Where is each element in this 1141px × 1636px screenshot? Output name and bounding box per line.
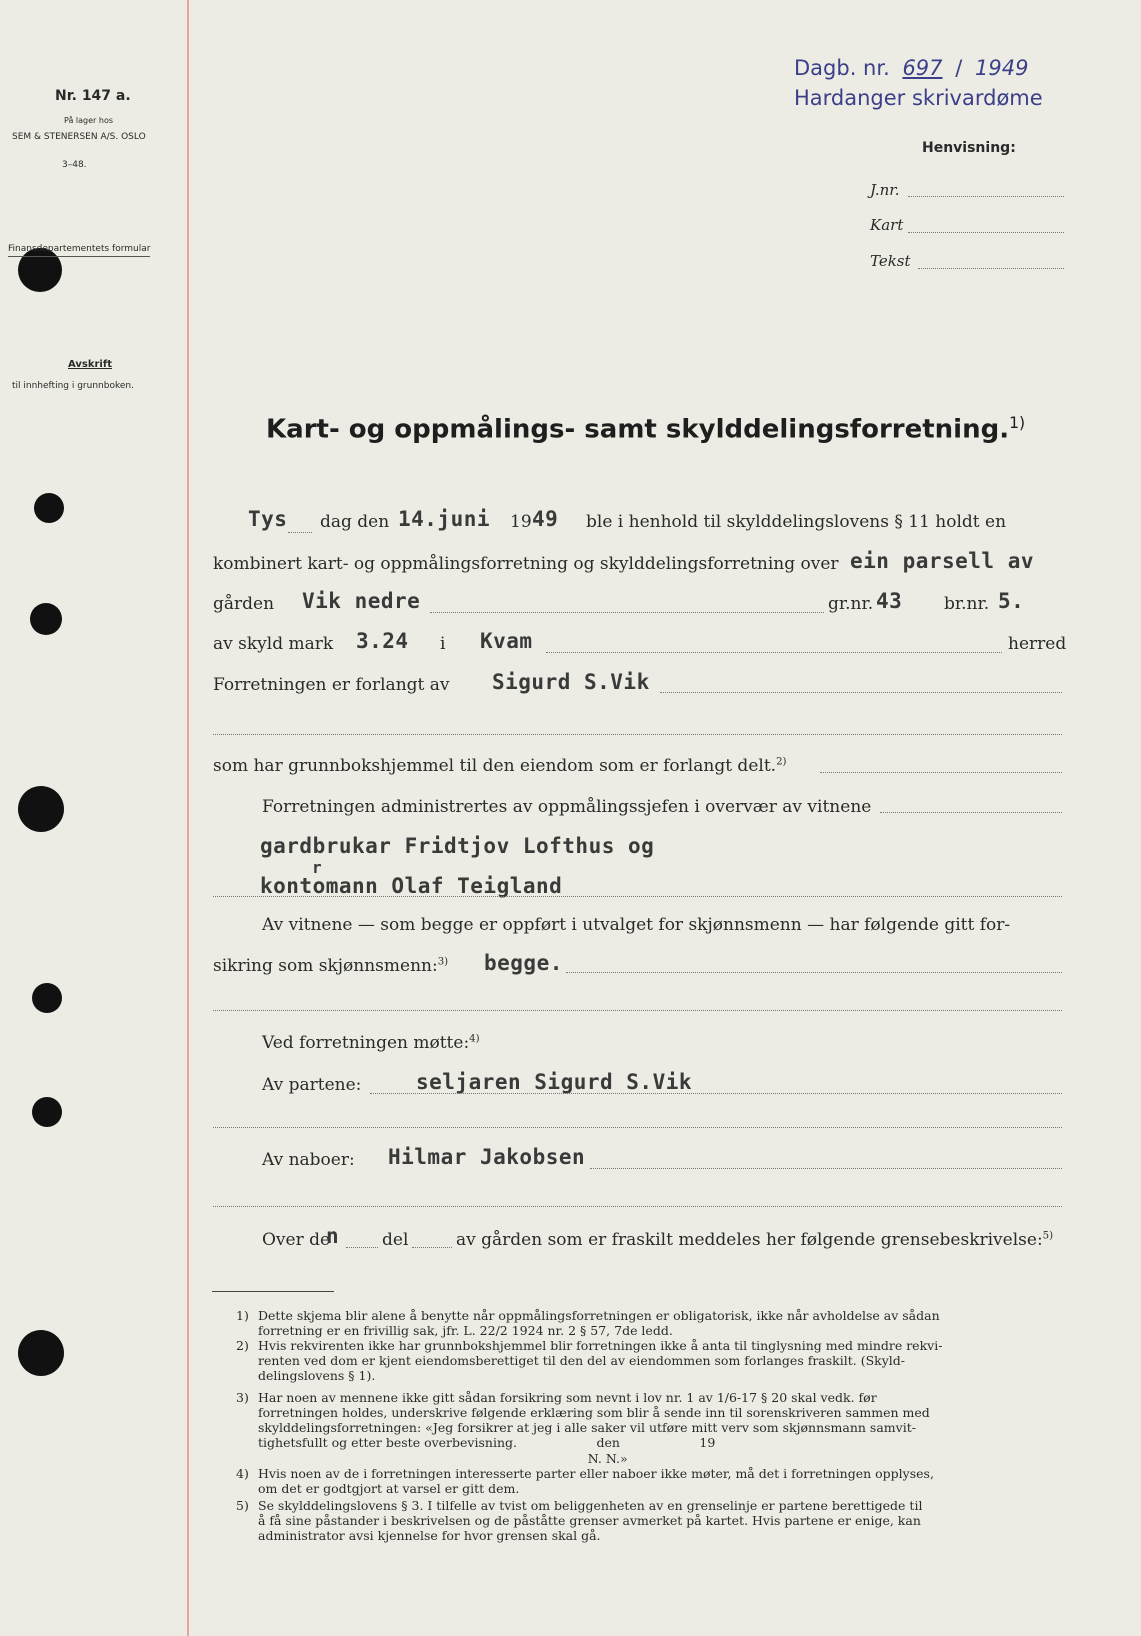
footnote-line: Dette skjema blir alene å benytte når oppmålingsforretningen er obligatorisk, ikke når avholdelse av sådan xyxy=(258,1308,940,1323)
punch-hole-icon xyxy=(32,1097,62,1127)
printer-line2: SEM & STENERSEN A/S. OSLO xyxy=(12,132,146,142)
over-den-n: n xyxy=(326,1224,340,1248)
farm-name: Vik nedre xyxy=(302,589,421,613)
footnote xyxy=(258,1451,628,1466)
brnr-label: br.nr. xyxy=(944,594,990,614)
document-title: Kart- og oppmålings- samt skylddelingsforretning.$^{1)}$ xyxy=(266,414,1026,445)
footnote-divider xyxy=(212,1291,334,1292)
brnr-value: 5. xyxy=(998,589,1025,613)
municipality: Kvam xyxy=(480,629,533,653)
line1-rest: ble i henhold til skylddelingslovens § 11 holdt en xyxy=(586,512,1007,532)
sikring-value: begge. xyxy=(484,951,563,975)
witness-1: gardbrukar Fridtjov Lofthus og xyxy=(260,834,655,858)
punch-hole-icon xyxy=(34,493,64,523)
ref-tekst-line xyxy=(918,268,1064,269)
footnote-line: delingslovens § 1). xyxy=(258,1368,376,1383)
garden-label: gården xyxy=(213,594,275,614)
footnote-line: Hvis noen av de i forretningen interesserte parter eller naboer ikke møter, må det i forretningen opplyses, xyxy=(258,1466,934,1481)
margin-line xyxy=(187,0,189,1636)
weekday: Tys xyxy=(248,507,288,531)
footnote-line: skylddelingsforretningen: «Jeg forsikrer at jeg i alle saker vil utføre mitt verv som skjønnsmann samvit- xyxy=(258,1420,916,1435)
grensebeskrivelse-text: av gården som er fraskilt meddeles her følgende grensebeskrivelse:$^{5)}$ xyxy=(456,1230,1054,1250)
requested-by: Sigurd S.Vik xyxy=(492,670,650,694)
naboer-value: Hilmar Jakobsen xyxy=(388,1145,586,1169)
year: 49 xyxy=(532,507,559,531)
footnote-line: Se skylddelingslovens § 3. I tilfelle av tvist om beliggenheten av en grenselinje er partene berettigede til xyxy=(258,1498,923,1513)
footnote-line: forretning er en frivillig sak, jfr. L. 22/2 1924 nr. 2 § 57, 7de ledd. xyxy=(258,1323,673,1338)
footnote-line: om det er godtgjort at varsel er gitt dem. xyxy=(258,1481,520,1496)
footnote xyxy=(236,1338,943,1383)
punch-hole-icon xyxy=(18,786,64,832)
footnote-line: Har noen av mennene ikke gitt sådan forsikring som nevnt i lov nr. 1 av 1/6-17 § 20 skal vedk. før xyxy=(258,1390,877,1405)
footnote xyxy=(236,1308,940,1338)
footnote-number: 2) xyxy=(236,1338,249,1353)
printer-line1: På lager hos xyxy=(64,116,113,125)
skyld-value: 3.24 xyxy=(356,629,409,653)
del-label: del xyxy=(382,1230,409,1250)
footnote-number: 3) xyxy=(236,1390,249,1405)
dag-den-label: dag den xyxy=(320,512,390,532)
herred-label: herred xyxy=(1008,634,1067,654)
ref-tekst-label: Tekst xyxy=(870,252,911,270)
printer-date: 3–48. xyxy=(62,160,87,170)
grnr-value: 43 xyxy=(876,589,903,613)
dagb-number: 697 xyxy=(902,56,943,80)
ref-jnr-line xyxy=(908,196,1064,197)
requested-label: Forretningen er forlangt av xyxy=(213,675,450,695)
ministry-form: Finansdepartementets formular xyxy=(8,244,150,257)
footnote-line: renten ved dom er kjent eiendomsberettiget til den del av eiendommen som forlanges fraskilt. (Skyld- xyxy=(258,1353,906,1368)
witness-2: kontomann Olaf Teigland xyxy=(260,874,563,898)
footnote-line: Hvis rekvirenten ikke har grunnbokshjemmel blir forretningen ikke å anta til tinglysning med mindre rekvi- xyxy=(258,1338,943,1353)
footnote-line: tighetsfullt og etter beste overbevisning. den 19 xyxy=(258,1435,716,1450)
met-label: Ved forretningen møtte:$^{4)}$ xyxy=(262,1033,480,1053)
object: ein parsell av xyxy=(850,549,1035,573)
skyld-label: av skyld mark xyxy=(213,634,334,654)
witness-2-superscript: r xyxy=(312,858,323,877)
dagb-label: Dagb. nr. xyxy=(794,56,890,80)
footnote-line: forretningen holdes, underskrive følgende erklæring som blir å sende inn til sorenskriveren sammen med xyxy=(258,1405,930,1420)
grunnbok-text: som har grunnbokshjemmel til den eiendom som er forlangt delt.$^{2)}$ xyxy=(213,756,787,776)
ref-jnr-label: J.nr. xyxy=(870,181,900,199)
punch-hole-icon xyxy=(32,983,62,1013)
ref-kart-label: Kart xyxy=(870,216,904,234)
footnote-number: 5) xyxy=(236,1498,249,1513)
av-vitnene-text: Av vitnene — som begge er oppført i utvalget for skjønnsmenn — har følgende gitt for- xyxy=(262,915,1011,935)
administered-text: Forretningen administrertes av oppmålingssjefen i overvær av vitnene xyxy=(262,797,872,817)
line2-text: kombinert kart- og oppmålingsforretning og skylddelingsforretning over xyxy=(213,554,839,574)
naboer-label: Av naboer: xyxy=(262,1150,355,1170)
journal-stamp: Dagb. nr. 697 / 1949 xyxy=(794,56,1029,80)
dagb-year: 1949 xyxy=(974,56,1029,80)
ref-kart-line xyxy=(908,232,1064,233)
footnote xyxy=(236,1466,934,1496)
footnote-line: administrator avsi kjennelse for hvor grensen skal gå. xyxy=(258,1528,601,1543)
footnote xyxy=(236,1498,923,1543)
copy-subtitle: til innhefting i grunnboken. xyxy=(12,381,134,391)
sikring-label: sikring som skjønnsmenn:$^{3)}$ xyxy=(213,956,449,976)
form-number: Nr. 147 a. xyxy=(55,88,131,104)
partene-value: seljaren Sigurd S.Vik xyxy=(416,1070,693,1094)
footnote-number: 1) xyxy=(236,1308,249,1323)
footnote xyxy=(236,1390,930,1450)
punch-hole-icon xyxy=(18,1330,64,1376)
office-stamp: Hardanger skrivardøme xyxy=(794,86,1043,110)
over-den-label: Over de xyxy=(262,1230,331,1250)
footnote-line: N. N.» xyxy=(258,1451,628,1466)
partene-label: Av partene: xyxy=(262,1075,362,1095)
date: 14.juni xyxy=(398,507,491,531)
reference-heading: Henvisning: xyxy=(922,140,1016,156)
year-prefix: 19 xyxy=(510,512,532,532)
punch-hole-icon xyxy=(30,603,62,635)
i-label: i xyxy=(440,634,446,654)
copy-title: Avskrift xyxy=(68,359,112,370)
footnote-line: å få sine påstander i beskrivelsen og de påståtte grenser avmerket på kartet. Hvis partene er enige, kan xyxy=(258,1513,921,1528)
footnote-number: 4) xyxy=(236,1466,249,1481)
grnr-label: gr.nr. xyxy=(828,594,874,614)
